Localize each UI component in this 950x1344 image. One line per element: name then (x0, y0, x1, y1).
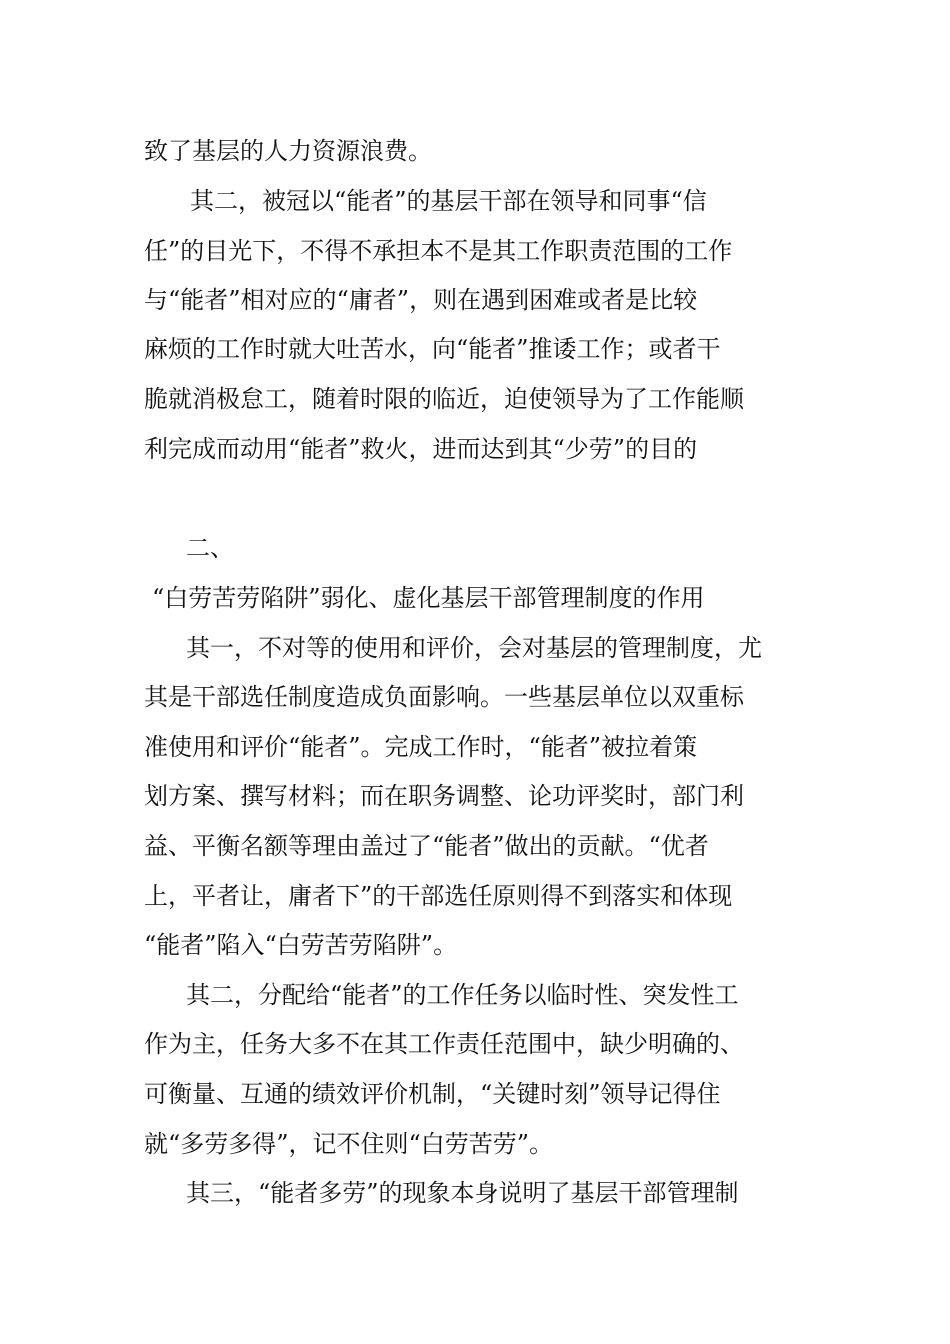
text-line (0, 231, 950, 271)
section-heading-text: “白劳苦劳陷阱”弱化、虚化基层干部管理制度的作用 (152, 584, 705, 612)
text-line (0, 677, 950, 717)
section-number (0, 528, 950, 568)
text-line (0, 280, 950, 320)
line-text: 益、平衡名额等理由盖过了“能者”做出的贡献。“优者 (144, 832, 709, 860)
text-line (0, 329, 950, 369)
text-line (0, 1173, 950, 1213)
line-text: 利完成而动用“能者”救火，进而达到其“少劳”的目的 (144, 435, 698, 463)
line-text: 其是干部选任制度造成负面影响。一些基层单位以双重标 (144, 683, 744, 711)
line-text: 划方案、撰写材料；而在职务调整、论功评奖时，部门利 (144, 782, 744, 810)
text-line (0, 876, 950, 916)
line-text: 作为主，任务大多不在其工作责任范围中，缺少明确的、 (144, 1030, 744, 1058)
line-text: 可衡量、互通的绩效评价机制，“关键时刻”领导记得住 (144, 1080, 721, 1108)
line-text: 上，平者让，庸者下”的干部选任原则得不到落实和体现 (144, 882, 733, 910)
line-text: 就“多劳多得”，记不住则“白劳苦劳”。 (144, 1130, 554, 1158)
text-line (0, 776, 950, 816)
line-text: 准使用和评价“能者”。完成工作时，“能者”被拉着策 (144, 733, 698, 761)
line-text: 致了基层的人力资源浪费。 (144, 137, 432, 165)
line-text: 与“能者”相对应的“庸者”，则在遇到困难或者是比较 (144, 286, 698, 314)
text-line (0, 975, 950, 1015)
text-line (0, 925, 950, 965)
text-line (0, 379, 950, 419)
line-text: 其二，被冠以“能者”的基层干部在领导和同事“信 (190, 187, 707, 215)
line-text: 脆就消极怠工，随着时限的临近，迫使领导为了工作能顺 (144, 385, 744, 413)
text-line (0, 628, 950, 668)
text-line (0, 131, 950, 171)
text-line (0, 1024, 950, 1064)
line-text: 任”的目光下，不得不承担本不是其工作职责范围的工作 (144, 237, 733, 265)
line-text: 其二，分配给“能者”的工作任务以临时性、突发性工 (186, 981, 739, 1009)
line-text: 其三，“能者多劳”的现象本身说明了基层干部管理制 (186, 1179, 739, 1207)
text-line (0, 727, 950, 767)
text-line (0, 181, 950, 221)
text-line (0, 1074, 950, 1114)
text-line (0, 429, 950, 469)
text-line (0, 1124, 950, 1164)
line-text: 其一，不对等的使用和评价，会对基层的管理制度，尤 (186, 634, 762, 662)
line-text: 麻烦的工作时就大吐苦水，向“能者”推诿工作；或者干 (144, 335, 721, 363)
line-text: “能者”陷入“白劳苦劳陷阱”。 (144, 931, 458, 959)
section-number-text: 二、 (186, 534, 234, 562)
text-line (0, 826, 950, 866)
section-heading (0, 578, 950, 618)
